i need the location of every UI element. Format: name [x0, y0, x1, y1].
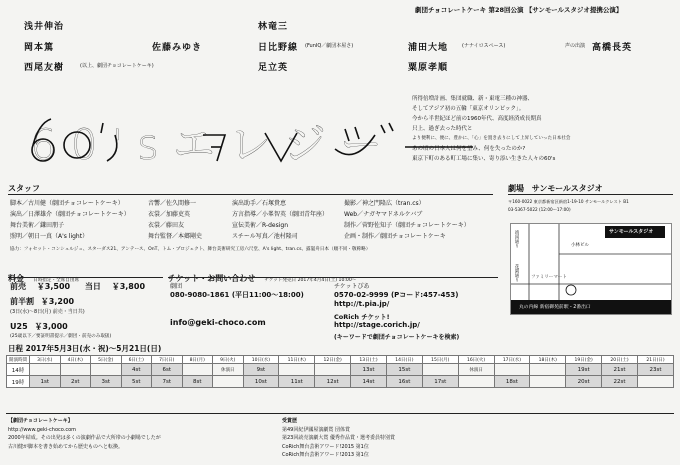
staff-item: 演出／日澤雄介（劇団チョコレートケーキ）: [10, 211, 130, 218]
staff-item: 方言指導／小峯智英（劇団青年座）: [232, 211, 329, 218]
map-label: サンモールスタジオ: [609, 229, 654, 235]
cast-name: 浦田大地: [408, 43, 449, 53]
theater-label: [508, 183, 603, 194]
staff-item: Web／ナガヤマドネルケバブ: [344, 211, 423, 218]
footer-rule: [6, 413, 674, 414]
early-note: (3日(水)〜8日(月) 前売・当日共): [10, 309, 85, 315]
schedule-slot: [494, 364, 530, 376]
schedule-slot[interactable]: 8st: [182, 376, 213, 388]
cast-name: 粟原孝順: [408, 63, 449, 73]
schedule-slot: [30, 364, 61, 376]
corich-url[interactable]: http://stage.corich.jp/: [334, 321, 420, 329]
map-label: 丸の内線 新宿御苑前駅・2番出口: [519, 305, 591, 310]
schedule-slot: [637, 376, 673, 388]
staff-item: 衣裳／藤田友: [148, 222, 185, 229]
schedule-date: 3日(水): [30, 356, 61, 364]
schedule-slot[interactable]: 19st: [566, 364, 602, 376]
price-rule: [8, 277, 163, 278]
schedule-slot[interactable]: 5st: [121, 376, 152, 388]
schedule-slot[interactable]: 15st: [386, 364, 422, 376]
schedule-slot[interactable]: 9st: [243, 364, 279, 376]
schedule-slot[interactable]: 18st: [494, 376, 530, 388]
schedule-slot: [422, 364, 458, 376]
cast-note: (以上、劇団チョコレートケーキ): [80, 63, 154, 69]
schedule-slot[interactable]: 6st: [152, 364, 183, 376]
schedule-time: 19時: [7, 376, 30, 388]
cast-name: 佐藤みゆき: [152, 43, 203, 53]
schedule-slot[interactable]: 12st: [315, 376, 351, 388]
ticket-title-text: チケット・お問い合わせ: [168, 274, 256, 283]
schedule-table: [6, 355, 674, 388]
schedule-date: 21日(日): [637, 356, 673, 364]
u25-note: (25歳以下／要証明書提示／劇団・前売のみ取扱): [10, 334, 112, 339]
schedule-date: 12日(金): [315, 356, 351, 364]
schedule-slot[interactable]: 21st: [602, 364, 638, 376]
cast-name: 岡本篤: [24, 43, 55, 53]
schedule-slot[interactable]: 11st: [279, 376, 315, 388]
cast-name: 日比野線: [258, 43, 299, 53]
schedule-slot: [279, 364, 315, 376]
schedule-date: 19日(金): [566, 356, 602, 364]
footer-line: 古川健が脚本を書き始めてから歴史ものへと転換。: [8, 443, 124, 450]
footer-about-title: 【劇団チョコレートケーキ】: [8, 418, 73, 424]
schedule-rest-day: 休演日: [213, 364, 244, 376]
schedule-date: 14日(日): [386, 356, 422, 364]
cooperation: 協力：フォセット・コンシェルジュ、スターダス21、アンテース、OnT、トム・プロジェクト、舞台美術研究工房六尺堂、A's light、tran.cs、露嵐舟日本（順不同・敬称略）: [10, 247, 371, 252]
schedule-date: 8日(月): [182, 356, 213, 364]
schedule-slot: [213, 376, 244, 388]
schedule-date: 17日(水): [494, 356, 530, 364]
cast-name: 林竜三: [258, 22, 289, 32]
schedule-slot: [91, 364, 122, 376]
staff-col-1: [10, 198, 130, 242]
theater-label-text: 劇場: [508, 184, 524, 193]
cast-name: 足立英: [258, 63, 289, 73]
corich-label: CoRich チケット!: [334, 313, 390, 321]
schedule-slot[interactable]: 13st: [351, 364, 387, 376]
voice-label: 声の出演: [565, 43, 586, 49]
ticket-title: [168, 266, 356, 285]
map-label: 靖国通り: [514, 230, 519, 248]
advance-price: [10, 281, 145, 292]
access-map: [510, 223, 672, 315]
schedule-date: 11日(木): [279, 356, 315, 364]
troupe-phone: 080-9080-1861 (平日11:00〜18:00): [170, 291, 304, 299]
schedule-slot: [60, 364, 91, 376]
staff-item: 制作／菅野佐知子（劇団チョコレートケーキ）: [344, 222, 470, 229]
voice-name: 高橋長英: [592, 43, 633, 53]
early-value: ￥3,200: [40, 297, 75, 306]
synopsis-line: 只上、過ぎ去った時代と: [412, 126, 473, 132]
footer-awards: [282, 417, 395, 460]
schedule-date: 7日(日): [152, 356, 183, 364]
schedule-slot[interactable]: 22st: [602, 376, 638, 388]
schedule-rest-day: 休演日: [458, 364, 494, 376]
pia-phone: 0570-02-9999 (Pコード:457-453): [334, 291, 459, 299]
staff-col-2: [148, 198, 202, 242]
door-value: ￥3,800: [111, 282, 146, 291]
synopsis: [412, 94, 571, 164]
corich-note: (キーワードで劇団チョコレートケーキを検索): [334, 334, 460, 341]
staff-item: 照明／朝日一真（A's light）: [10, 233, 89, 240]
cast-note: (FunIQ／劇団本屋さ): [305, 43, 354, 49]
schedule-slot[interactable]: 4st: [121, 364, 152, 376]
schedule-date: 6日(土): [121, 356, 152, 364]
cast-note: (ナナイロスペース): [462, 43, 506, 49]
staff-col-4: [344, 198, 470, 242]
schedule-slot[interactable]: 23st: [637, 364, 673, 376]
staff-title: スタッフ: [8, 184, 40, 193]
schedule-slot[interactable]: 2st: [60, 376, 91, 388]
ticket-release: チケット発売日 2017年4月4日(土) 10:00〜: [264, 278, 357, 283]
advance-label: 前売: [10, 282, 26, 291]
theater-name: サンモールスタジオ: [531, 184, 603, 193]
top-header: 劇団チョコレートケーキ 第28回公演 【サンモールスタジオ提携公演】: [415, 6, 623, 14]
early-price: [10, 296, 74, 307]
staff-rule: [8, 194, 493, 195]
troupe-email[interactable]: info@geki-choco.com: [170, 318, 266, 327]
staff-item: 衣裳／加藤吏英: [148, 211, 191, 218]
schedule-slot: [458, 376, 494, 388]
synopsis-line: 東京下町のある町工場に集い、寄り添い生きた人々の60's: [412, 156, 556, 162]
award-item: 第23回読売演劇大賞 優秀作品賞・選考委員特別賞: [282, 435, 395, 441]
schedule-date: 9日(火): [213, 356, 244, 364]
award-item: CoRich舞台芸術アワード!2013 第1位: [282, 452, 369, 458]
award-item: CoRich舞台芸術アワード!2015 第1位: [282, 443, 369, 450]
schedule-date: 13日(土): [351, 356, 387, 364]
staff-item: 脚本／古川健（劇団チョコレートケーキ）: [10, 200, 124, 207]
staff-item: 企画・制作／劇団チョコレートケーキ: [344, 233, 446, 240]
schedule-date: 20日(土): [602, 356, 638, 364]
schedule-slot[interactable]: 7st: [152, 376, 183, 388]
schedule-date: 16日(火): [458, 356, 494, 364]
cast-name: 浅井伸治: [24, 22, 65, 32]
u25-value: ￥3,000: [34, 322, 68, 331]
staff-col-3: [232, 198, 328, 242]
staff-item: 宣伝美術／R-design: [232, 222, 288, 229]
schedule-slot[interactable]: 20st: [566, 376, 602, 388]
schedule-date: 15日(月): [422, 356, 458, 364]
theater-rule: [508, 194, 673, 195]
schedule-slot[interactable]: 14st: [351, 376, 387, 388]
u25-price: [10, 321, 68, 332]
theater-phone: 03-5367-5022 (12:00〜17:00): [508, 207, 571, 212]
synopsis-line: より便利に、便に、豊かに、「心」を置き去りにして上昇していった日本社会: [412, 136, 571, 141]
map-label: 小林ビル: [571, 243, 589, 248]
schedule-slot: [182, 364, 213, 376]
schedule-date: 10日(水): [243, 356, 279, 364]
map-label: ファミリーマート: [531, 275, 567, 280]
staff-item: 音響／佐久間修一: [148, 200, 197, 207]
map-label: 花園通り: [514, 264, 519, 282]
footer-url[interactable]: http://www.geki-choco.com: [8, 426, 77, 433]
schedule-slot: [315, 364, 351, 376]
awards-label: 受賞歴: [282, 418, 298, 424]
ticket-rule: [168, 277, 498, 278]
award-item: 第49回紀伊國屋演劇賞 団体賞: [282, 426, 350, 433]
schedule-header-label: 開演時間: [7, 356, 30, 364]
advance-value: ￥3,500: [36, 282, 71, 291]
staff-item: スチール写真／池村隆司: [232, 233, 298, 240]
schedule-date: 4日(木): [60, 356, 91, 364]
schedule-slot[interactable]: 1st: [30, 376, 61, 388]
schedule-slot: [530, 376, 566, 388]
synopsis-line: あの頃の日本人は何を望み、何を失ったのか?: [412, 146, 526, 152]
u25-label: U25: [10, 322, 28, 331]
footer-about: [8, 417, 248, 451]
early-label: 前半割: [10, 297, 34, 306]
troupe-label: 劇団: [170, 283, 183, 290]
cast-name: 西尾友樹: [24, 63, 65, 73]
schedule-slot[interactable]: 16st: [386, 376, 422, 388]
staff-item: 舞台監督／本郷剛史: [148, 233, 203, 240]
theater-address: 〒160-0022 東京都新宿区新宿1-19-10 サンモールクレスト B1: [508, 199, 629, 204]
map-roads: [511, 224, 671, 314]
schedule-slot: [530, 364, 566, 376]
schedule-title: 日程 2017年5月3日(水・祝)〜5月21日(日): [8, 344, 162, 353]
pia-url[interactable]: http://t.pia.jp/: [334, 300, 390, 308]
schedule-time: 14時: [7, 364, 30, 376]
synopsis-line: 所得倍増計画、集団就職、新・東電三種の神器、: [412, 96, 534, 102]
schedule-date: 5日(金): [91, 356, 122, 364]
door-label: 当日: [84, 282, 101, 291]
footer-line: 2000年結成。その出発は多くの演劇作品で大所帯の小劇場でしたが: [8, 435, 161, 441]
schedule-slot[interactable]: 10st: [243, 376, 279, 388]
staff-item: 舞台美術／鎌田朋子: [10, 222, 65, 229]
synopsis-line: そしてアジア初の五輪「東京オリンピック」。: [412, 106, 525, 112]
play-title: 60'sエレジー: [30, 120, 396, 169]
price-subtitle: 日時指定・全席自由席: [33, 278, 80, 283]
price-title-text: 料金: [8, 274, 24, 283]
schedule-slot[interactable]: 17st: [422, 376, 458, 388]
schedule-slot[interactable]: 3st: [91, 376, 122, 388]
schedule-date: 18日(木): [530, 356, 566, 364]
pia-label: チケットぴあ: [334, 283, 370, 290]
synopsis-line: 今から半世紀ほど前の1960年代、高度経済成長期真: [412, 116, 542, 122]
staff-item: 演出助手／石塚貴恵: [232, 200, 287, 207]
staff-item: 撮影／神之門隆広（tran.cs）: [344, 200, 425, 207]
